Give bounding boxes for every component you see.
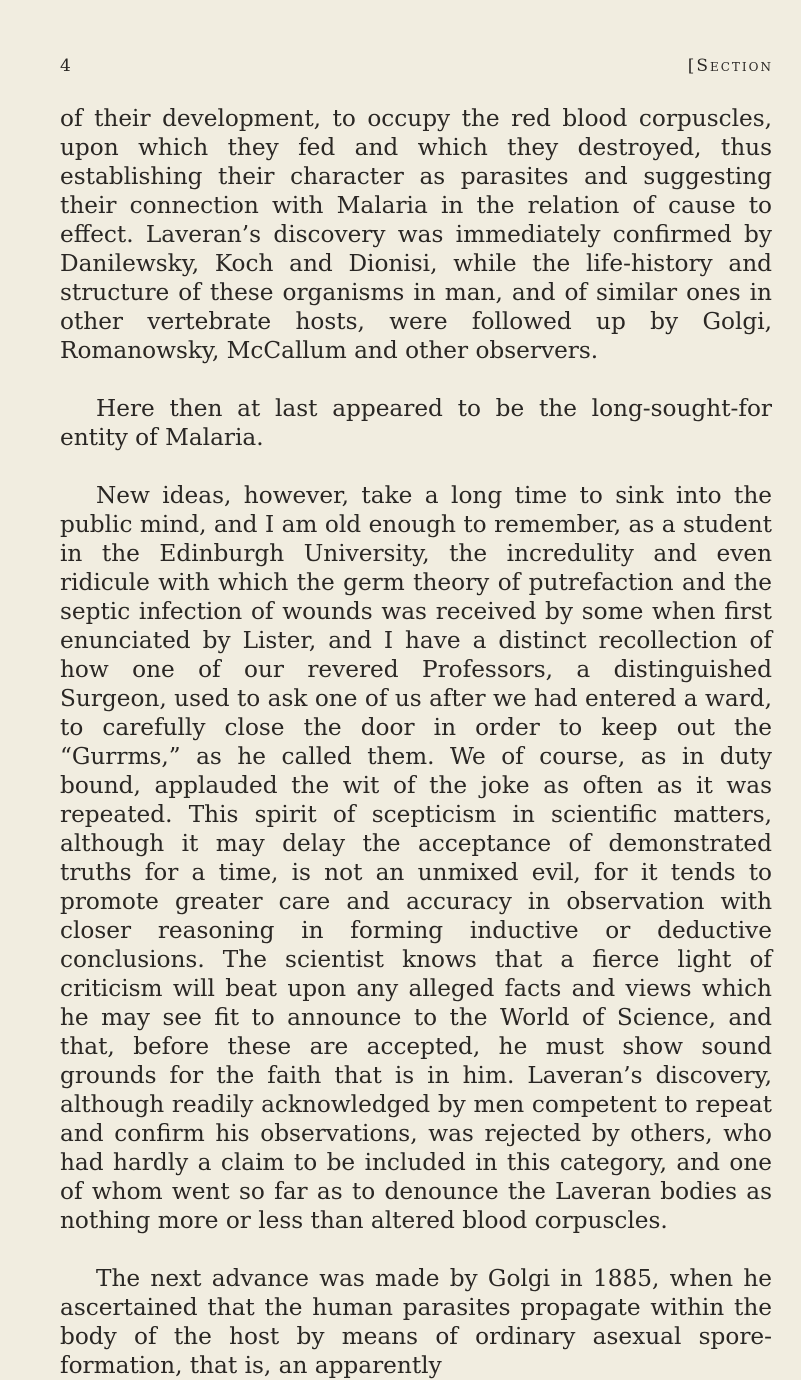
body-text (60, 104, 772, 1380)
paragraph-malaria-entity: Here then at last appeared to be the long-sought-for entity of Malaria. (60, 395, 772, 451)
page-number: 4 (60, 56, 72, 76)
running-head (60, 56, 773, 82)
paragraph-continued: of their development, to occupy the red blood corpuscles, upon which they fed and which they destroyed, thus establishing their character as parasites and suggesting their connection with Malaria in the relation of cause to effect. Laveran’s discovery was immediately confirmed by Danilewsky, Koch and Dionisi, while the life-history and structure of these organisms in man, and of similar ones in other vertebrate hosts, were followed up by Golgi, Romanowsky, McCallum and other observers. (60, 105, 772, 364)
paragraph-new-ideas: New ideas, however, take a long time to sink into the public mind, and I am old enough to remember, as a student in the Edinburgh University, the incredulity and even ridicule with which the germ theory of putrefaction and the septic infection of wounds was received by some when first enunciated by Lister, and I have a distinct recollection of how one of our revered Professors, a distinguished Surgeon, used to ask one of us after we had entered a ward, to carefully close the door in order to keep out the “Gurrms,” as he called them. We of course, as in duty bound, applauded the wit of the joke as often as it was repeated. This spirit of scepticism in scientific matters, although it may delay the acceptance of demonstrated truths for a time, is not an unmixed evil, for it tends to promote greater care and accuracy in observation with closer reasoning in forming inductive or deductive conclusions. The scientist knows that a fierce light of criticism will beat upon any alleged facts and views which he may see fit to announce to the World of Science, and that, before these are accepted, he must show sound grounds for the faith that is in him. Laveran’s discovery, although readily acknowledged by men competent to repeat and confirm his observations, was rejected by others, who had hardly a claim to be included in this category, and one of whom went so far as to denounce the Laveran bodies as nothing more or less than altered blood corpuscles. (60, 482, 772, 1234)
paragraph-golgi-advance: The next advance was made by Golgi in 1885, when he ascertained that the human parasites propagate within the body of the host by means of ordinary asexual spore-formation, that is, an apparently (60, 1265, 772, 1379)
section-label: [Section (687, 56, 773, 76)
